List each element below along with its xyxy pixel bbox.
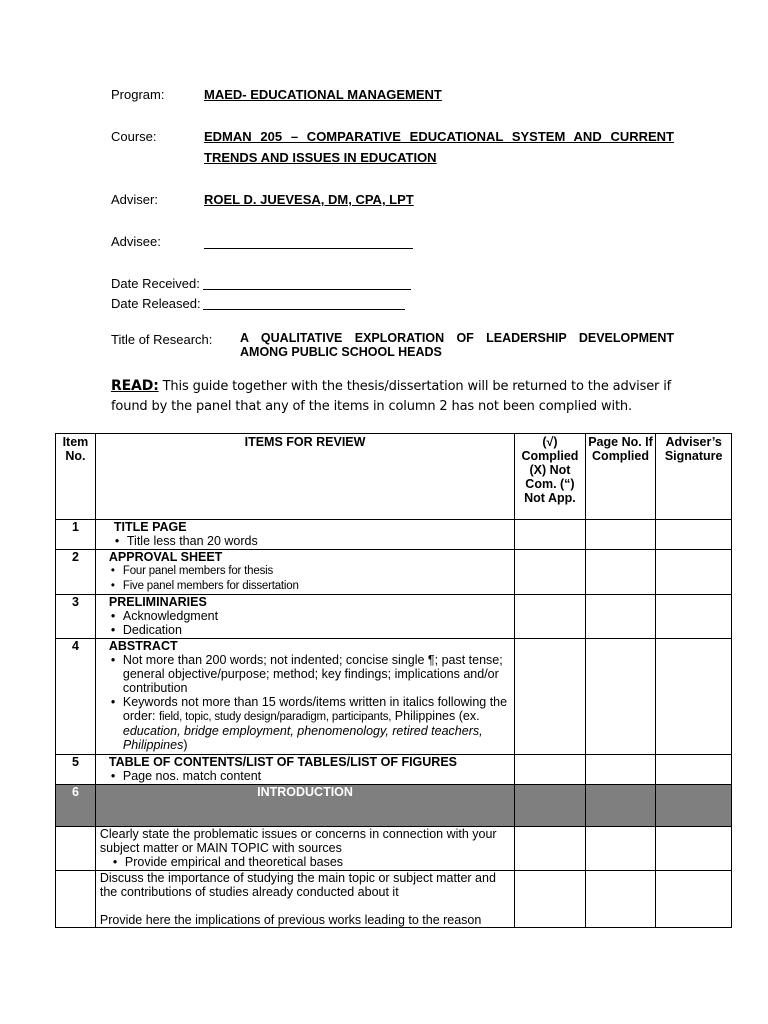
table-row [56, 755, 732, 785]
header-items-for-review: ITEMS FOR REVIEW [95, 434, 514, 520]
item-title: TABLE OF CONTENTS/LIST OF TABLES/LIST OF FIGURES [108, 755, 458, 769]
header-adviser-signature: Adviser’s Signature [656, 434, 732, 520]
page-no-cell[interactable] [585, 639, 656, 755]
program-value: MAED- EDUCATIONAL MANAGEMENT [204, 87, 442, 102]
read-note [111, 376, 676, 417]
title-research-value: A QUALITATIVE EXPLORATION OF LEADERSHIP DEVELOPMENT AMONG PUBLIC SCHOOL HEADS [240, 331, 674, 359]
table-row [56, 639, 732, 755]
table-row [56, 520, 732, 550]
section-band-introduction [56, 785, 732, 827]
bullet-item: • Acknowledgment [123, 609, 512, 623]
complied-cell[interactable] [515, 595, 586, 639]
item-title: APPROVAL SHEET [108, 550, 223, 564]
table-row [56, 550, 732, 595]
intro-item-text: Discuss the importance of studying the main topic or subject matter and the contributions of studies already conducted about it [99, 871, 496, 899]
item-number: 4 [56, 639, 96, 755]
item-cell [95, 639, 514, 755]
signature-cell[interactable] [656, 595, 732, 639]
read-text: This guide together with the thesis/dissertation will be returned to the adviser if found by the panel that any of the items in column 2 has not been complied with. [111, 379, 672, 414]
page-no-cell[interactable] [585, 520, 656, 550]
bullet-item: • Provide empirical and theoretical bases [125, 855, 512, 869]
item-number: 1 [56, 520, 96, 550]
bullet-item: • Not more than 200 words; not indented; concise single ¶; past tense; general objective/purpose; method; key findings; implications and/or contribution [123, 653, 512, 695]
signature-cell[interactable] [656, 827, 732, 871]
header-page-no: Page No. If Complied [585, 434, 656, 520]
item-cell [95, 871, 514, 928]
complied-cell[interactable] [515, 755, 586, 785]
course-value: EDMAN 205 – COMPARATIVE EDUCATIONAL SYSTEM AND CURRENT TRENDS AND ISSUES IN EDUCATION [204, 129, 674, 165]
keywords-example-suffix: ) [183, 738, 188, 752]
date-released-label: Date Released: [111, 296, 201, 311]
item-title: ABSTRACT [108, 639, 178, 653]
item-cell [95, 755, 514, 785]
keywords-example: education, bridge employment, phenomenology, retired teachers, Philippines [122, 724, 483, 752]
item-cell [95, 550, 514, 595]
intro-item-text-2: Provide here the implications of previous works leading to the reason [99, 913, 482, 927]
item-cell [95, 520, 514, 550]
date-received-label: Date Received: [111, 276, 200, 291]
bullet-item: • Four panel members for thesis [123, 564, 512, 579]
intro-signature-cell [656, 785, 732, 827]
item-title: TITLE PAGE [113, 520, 187, 534]
table-header-row [56, 434, 732, 520]
complied-cell[interactable] [515, 550, 586, 595]
adviser-label: Adviser: [111, 192, 158, 207]
intro-number: 6 [56, 785, 96, 827]
signature-cell[interactable] [656, 550, 732, 595]
complied-cell[interactable] [515, 639, 586, 755]
program-label: Program: [111, 87, 165, 102]
advisee-label: Advisee: [111, 234, 161, 249]
page-no-cell[interactable] [585, 550, 656, 595]
table-row [56, 595, 732, 639]
read-label: READ: [111, 378, 159, 394]
adviser-value: ROEL D. JUEVESA, DM, CPA, LPT [204, 192, 414, 207]
page-no-cell[interactable] [585, 595, 656, 639]
item-number: 3 [56, 595, 96, 639]
bullet-item: • Page nos. match content [123, 769, 512, 783]
complied-cell[interactable] [515, 871, 586, 928]
complied-cell[interactable] [515, 827, 586, 871]
header-item-no: Item No. [56, 434, 96, 520]
item-number: 2 [56, 550, 96, 595]
signature-cell[interactable] [656, 520, 732, 550]
item-number-empty [56, 827, 96, 871]
table-row [56, 871, 732, 928]
date-released-blank-line[interactable] [203, 293, 405, 310]
page-no-cell[interactable] [585, 755, 656, 785]
item-number: 5 [56, 755, 96, 785]
course-label: Course: [111, 129, 157, 144]
date-received-blank-line[interactable] [203, 273, 411, 290]
title-research-label: Title of Research: [111, 332, 213, 347]
keywords-order: field, topic, study design/paradigm, participants, [159, 711, 392, 723]
advisee-blank-line[interactable] [204, 231, 413, 249]
signature-cell[interactable] [656, 639, 732, 755]
page-no-cell[interactable] [585, 871, 656, 928]
item-number-empty [56, 871, 96, 928]
intro-page-no-cell [585, 785, 656, 827]
signature-cell[interactable] [656, 755, 732, 785]
keywords-example-prefix: Philippines (ex. [394, 709, 480, 723]
signature-cell[interactable] [656, 871, 732, 928]
bullet-item: • Dedication [123, 623, 512, 637]
intro-item-text: Clearly state the problematic issues or concerns in connection with your subject matter or MAIN TOPIC with sources [99, 827, 497, 855]
table-row [56, 827, 732, 871]
bullet-item: • Five panel members for dissertation [123, 579, 512, 594]
spacer [100, 899, 512, 913]
item-cell [95, 595, 514, 639]
header-complied: (√) Complied (X) Not Com. (“) Not App. [515, 434, 586, 520]
complied-cell[interactable] [515, 520, 586, 550]
intro-title: INTRODUCTION [95, 785, 514, 827]
review-table [55, 433, 732, 928]
item-cell [95, 827, 514, 871]
item-title: PRELIMINARIES [108, 595, 207, 609]
intro-complied-cell [515, 785, 586, 827]
bullet-item: • Title less than 20 words [127, 534, 512, 548]
page-no-cell[interactable] [585, 827, 656, 871]
bullet-item [123, 695, 512, 752]
keywords-rule: Keywords not more than 15 words/items written in italics following the order: [122, 695, 508, 723]
